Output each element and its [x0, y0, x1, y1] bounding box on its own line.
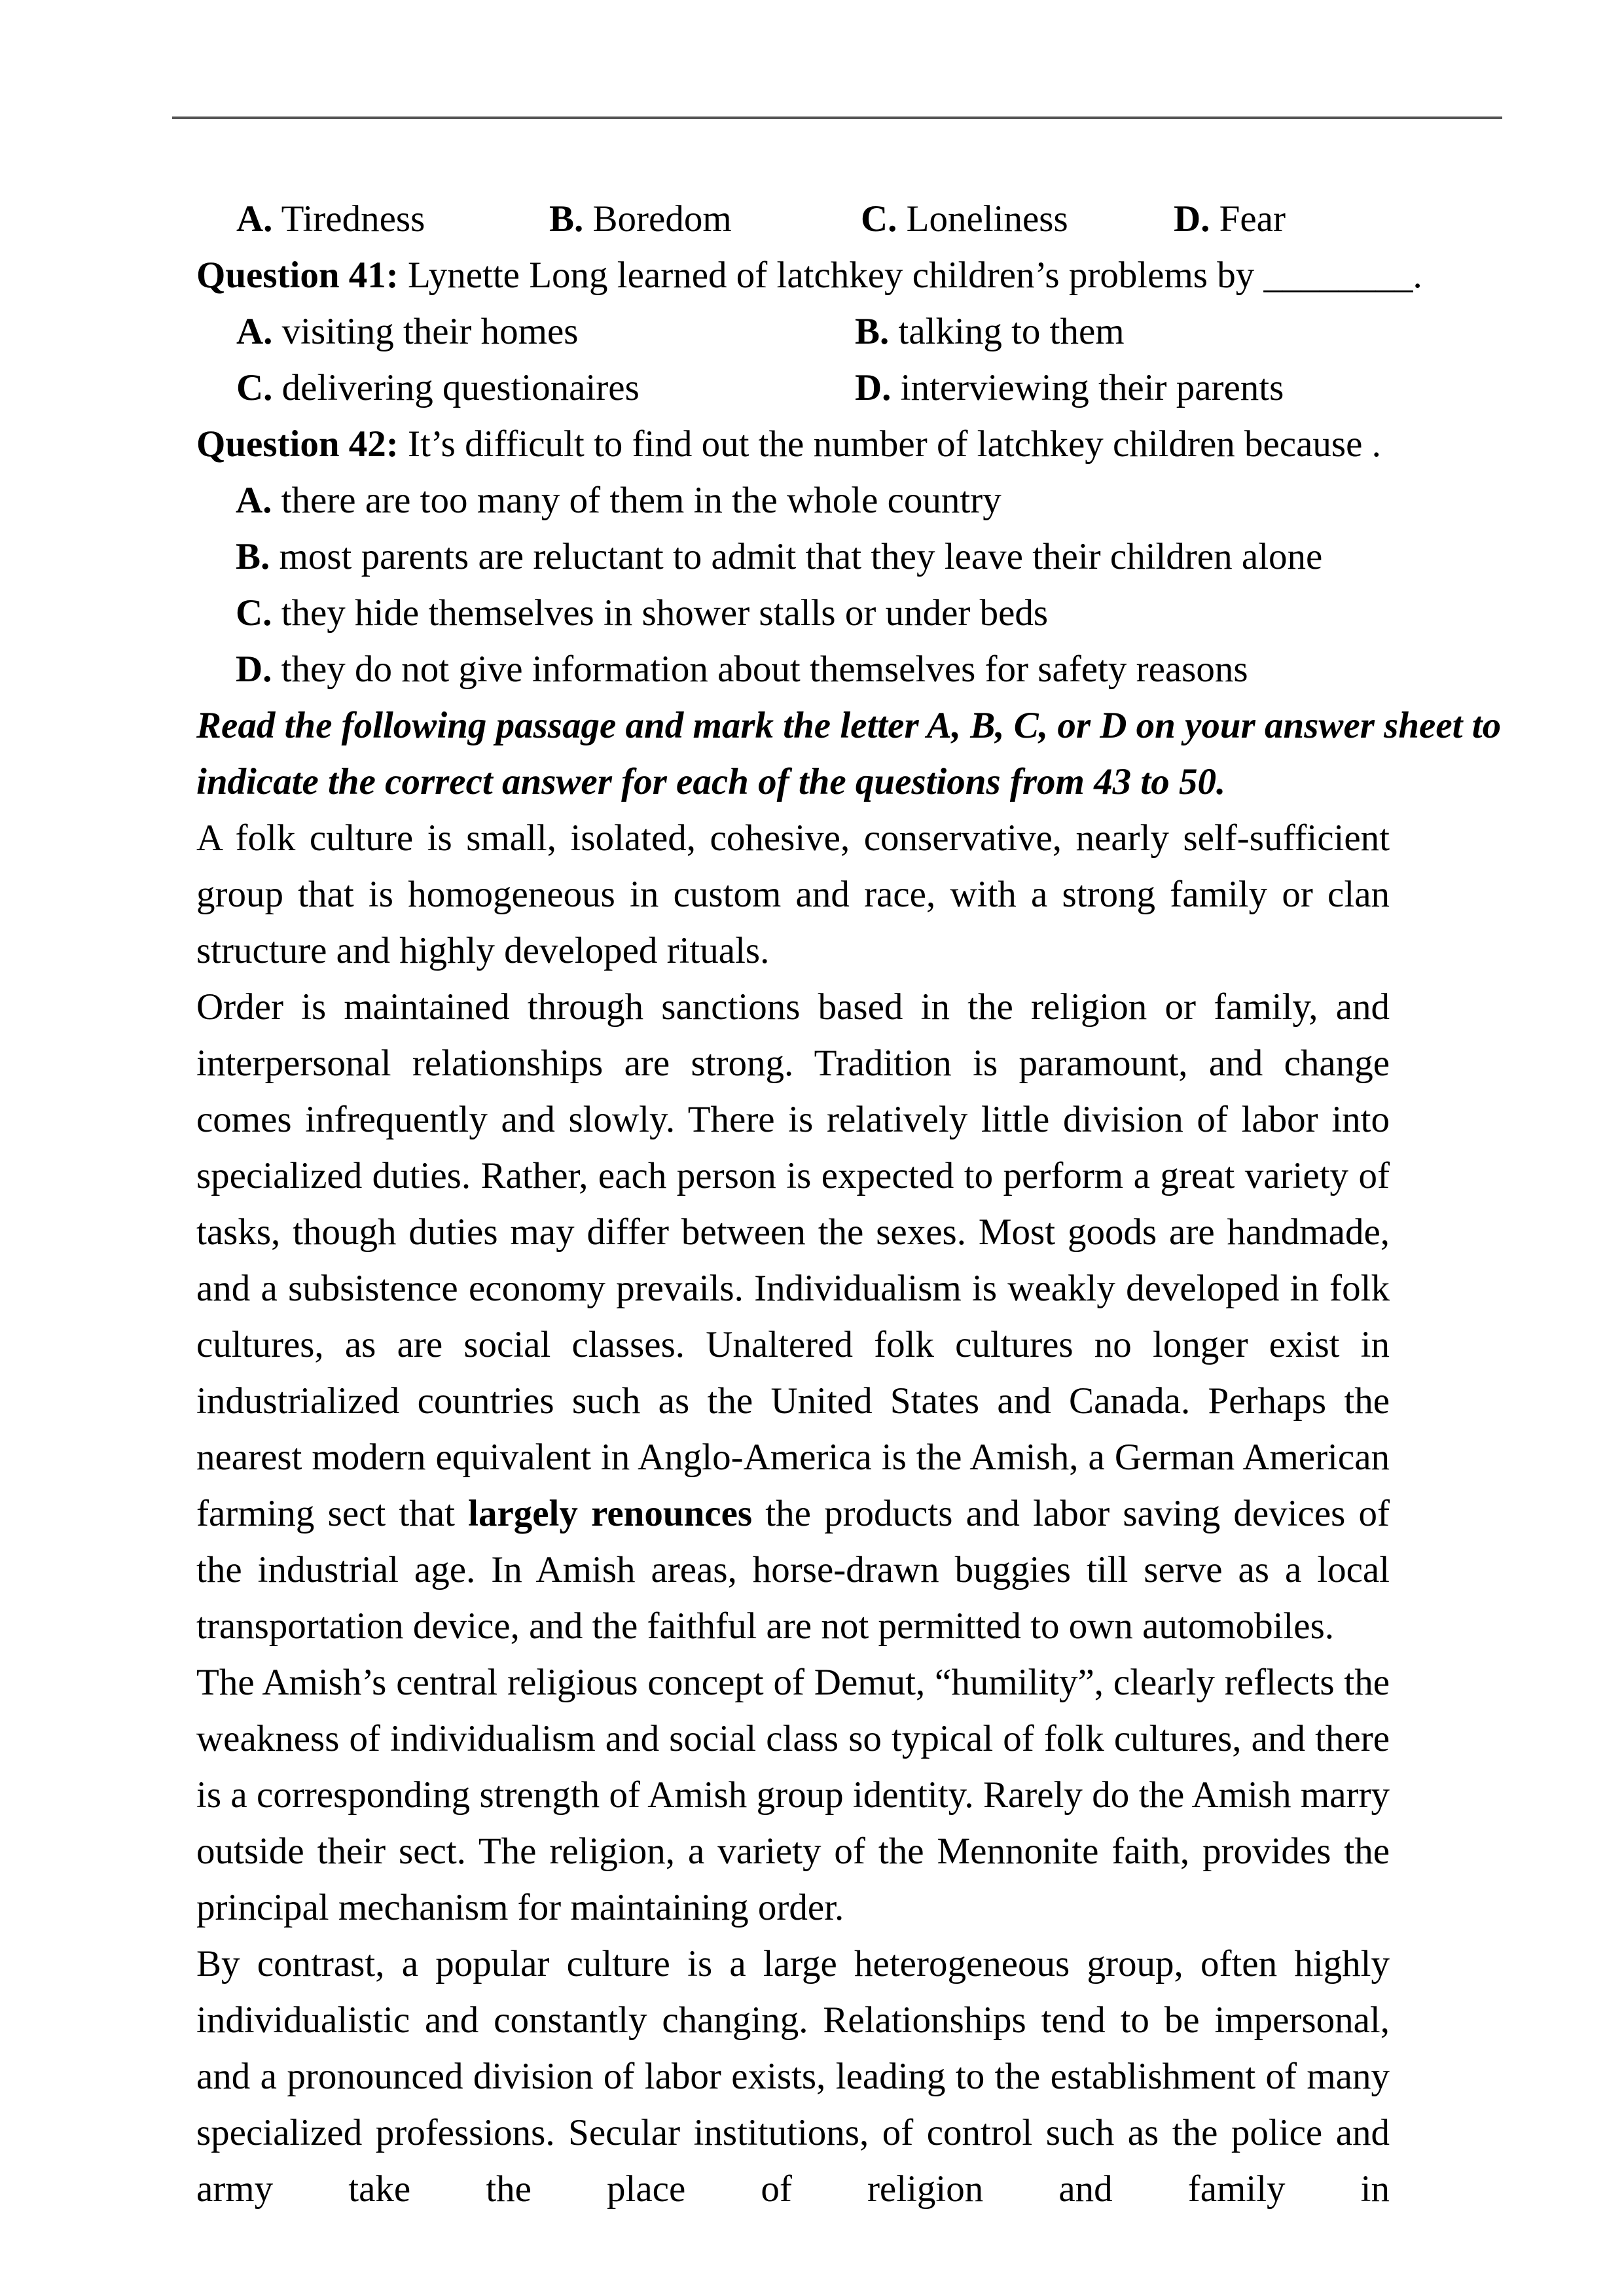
q41-options-row-1	[196, 304, 1390, 360]
q42-text: It’s difficult to find out the number of latchkey children because .	[408, 423, 1381, 465]
passage-paragraph-2	[196, 979, 1390, 1655]
q40-option-c[interactable]	[861, 191, 1068, 247]
option-letter: C.	[861, 198, 897, 240]
q40-option-a[interactable]	[236, 191, 425, 247]
q42-option-a[interactable]	[196, 473, 1390, 529]
option-text: Boredom	[592, 198, 732, 240]
q41-option-c[interactable]	[236, 360, 640, 416]
passage-paragraph-1: A folk culture is small, isolated, cohesive, conservative, nearly self-sufficient group that is homogeneous in custom and race, with a strong family or clan structure and highly developed rituals.	[196, 817, 1390, 971]
page-content	[196, 191, 1502, 2217]
header-rule	[172, 117, 1502, 119]
instruction-line-1: Read the following passage and mark the letter A, B, C, or D on your answer sheet to	[196, 705, 1502, 746]
option-letter: D.	[855, 367, 892, 408]
option-letter: B.	[855, 311, 890, 352]
option-letter: A.	[236, 480, 272, 521]
option-text: interviewing their parents	[900, 367, 1284, 408]
option-text: talking to them	[898, 311, 1125, 352]
option-letter: B.	[549, 198, 584, 240]
option-letter: D.	[236, 649, 272, 690]
option-text: visiting their homes	[281, 311, 579, 352]
option-letter: C.	[236, 592, 272, 634]
q41-option-d[interactable]	[855, 360, 1284, 416]
option-text: Loneliness	[906, 198, 1068, 240]
passage-paragraph-3: The Amish’s central religious concept of Demut, “humility”, clearly reflects the weakness of individualism and social class so typical of folk cultures, and there is a corresponding strength of Amish group identity. Rarely do the Amish marry outside their sect. The religion, a variety of the Mennonite faith, provides the principal mechanism for maintaining order.	[196, 1662, 1390, 1928]
q41-text: Lynette Long learned of latchkey children’s problems by ________.	[408, 255, 1422, 296]
option-letter: B.	[236, 536, 270, 577]
q40-option-d[interactable]	[1174, 191, 1286, 247]
passage-paragraph-4: By contrast, a popular culture is a large heterogeneous group, often highly individualistic and constantly changing. Relationships tend to be impersonal, and a pronounced division of labor exists, leading to the establishment of many specialized professions. Secular institutions, of control such as the police and army take the place of religion and family in	[196, 1943, 1390, 2210]
option-letter: D.	[1174, 198, 1210, 240]
option-text: delivering questionaires	[281, 367, 640, 408]
q41-stem	[196, 247, 1422, 304]
option-text: most parents are reluctant to admit that they leave their children alone	[279, 536, 1323, 577]
option-letter: A.	[236, 311, 273, 352]
option-letter: C.	[236, 367, 273, 408]
option-text: there are too many of them in the whole country	[281, 480, 1001, 521]
q41-label: Question 41:	[196, 255, 399, 296]
q42-option-b[interactable]	[196, 529, 1390, 585]
q42-option-c[interactable]	[196, 585, 1390, 641]
q40-option-b[interactable]	[549, 191, 732, 247]
option-letter: A.	[236, 198, 273, 240]
q42-stem	[196, 416, 1390, 473]
option-text: they do not give information about themselves for safety reasons	[281, 649, 1248, 690]
passage-text: Order is maintained through sanctions based in the religion or family, and interpersonal relationships are strong. Tradition is paramount, and change comes infrequently and slowly. There is relatively little division of labor into specialized duties. Rather, each person is expected to perform a great variety of tasks, though duties may differ between the sexes. Most goods are handmade, and a subsistence economy prevails. Individualism is weakly developed in folk cultures, as are social classes. Unaltered folk cultures no longer exist in industrialized countries such as the United States and Canada. Perhaps the nearest modern equivalent in Anglo-America is the Amish, a German American farming sect that	[196, 986, 1390, 1534]
q42-label: Question 42:	[196, 423, 399, 465]
q41-option-b[interactable]	[855, 304, 1125, 360]
highlighted-phrase: largely renounces	[468, 1493, 753, 1534]
option-text: Tiredness	[281, 198, 425, 240]
q42-option-d[interactable]	[196, 641, 1390, 698]
q41-option-a[interactable]	[236, 304, 578, 360]
option-text: Fear	[1219, 198, 1286, 240]
q40-options-row	[196, 191, 1390, 247]
option-text: they hide themselves in shower stalls or under beds	[281, 592, 1049, 634]
q41-options-row-2	[196, 360, 1390, 416]
instruction-line-2: indicate the correct answer for each of the questions from 43 to 50.	[196, 761, 1226, 802]
passage-text: the products and labor saving devices of the industrial age. In Amish areas, horse-drawn buggies till serve as a local transportation device, and the faithful are not permitted to own automobiles.	[196, 1493, 1390, 1647]
